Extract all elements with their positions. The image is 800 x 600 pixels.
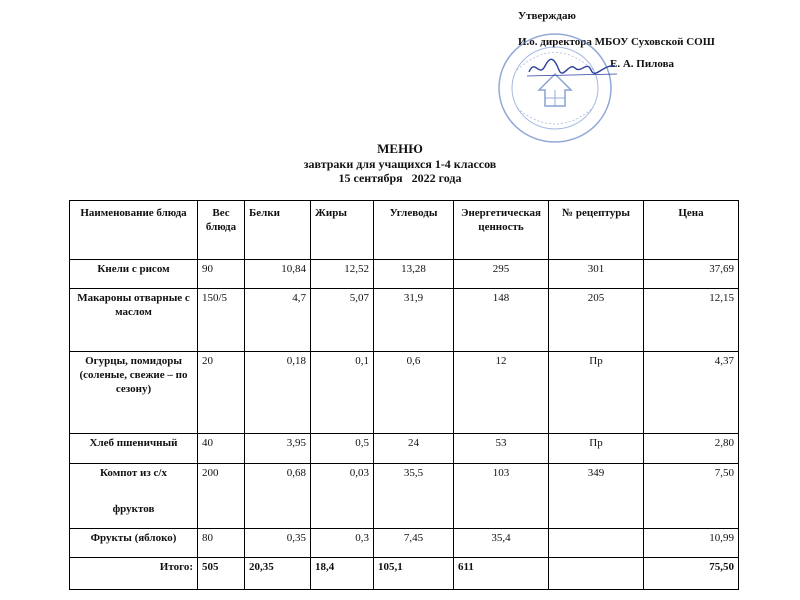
menu-subtitle: завтраки для учащихся 1-4 классов bbox=[303, 156, 497, 171]
total-row bbox=[70, 558, 739, 590]
dish-weight: 150/5 bbox=[198, 289, 245, 352]
total-label: Итого: bbox=[70, 558, 198, 590]
header-energy: Энергетическая ценность bbox=[454, 201, 549, 260]
table-header-row bbox=[70, 201, 739, 260]
dish-name: Макароны отварные с маслом bbox=[70, 289, 198, 352]
school-stamp-icon bbox=[495, 30, 615, 145]
dish-protein: 0,18 bbox=[245, 352, 311, 434]
header-fat: Жиры bbox=[311, 201, 374, 260]
dish-fat: 0,3 bbox=[311, 529, 374, 558]
dish-energy: 53 bbox=[454, 434, 549, 463]
dish-recipe: Пр bbox=[549, 352, 644, 434]
dish-name: Фрукты (яблоко) bbox=[70, 529, 198, 558]
total-fat: 18,4 bbox=[311, 558, 374, 590]
dish-price: 7,50 bbox=[644, 463, 739, 528]
dish-carbs: 31,9 bbox=[374, 289, 454, 352]
dish-price: 12,15 bbox=[644, 289, 739, 352]
dish-weight: 80 bbox=[198, 529, 245, 558]
dish-recipe bbox=[549, 529, 644, 558]
dish-fat: 0,1 bbox=[311, 352, 374, 434]
dish-weight: 20 bbox=[198, 352, 245, 434]
header-protein: Белки bbox=[245, 201, 311, 260]
dish-protein: 3,95 bbox=[245, 434, 311, 463]
dish-energy: 12 bbox=[454, 352, 549, 434]
menu-table bbox=[69, 200, 739, 590]
dish-name: Хлеб пшеничный bbox=[70, 434, 198, 463]
dish-carbs: 7,45 bbox=[374, 529, 454, 558]
header-carbs: Углеводы bbox=[374, 201, 454, 260]
total-protein: 20,35 bbox=[245, 558, 311, 590]
dish-fat: 12,52 bbox=[311, 259, 374, 288]
dish-price: 4,37 bbox=[644, 352, 739, 434]
dish-fat: 0,5 bbox=[311, 434, 374, 463]
menu-title: МЕНЮ bbox=[377, 141, 423, 156]
dish-price: 37,69 bbox=[644, 259, 739, 288]
header-name: Наименование блюда bbox=[70, 201, 198, 260]
total-energy: 611 bbox=[454, 558, 549, 590]
dish-name-continued: фруктов bbox=[112, 503, 155, 516]
approval-approve: Утверждаю bbox=[518, 10, 576, 22]
dish-recipe: 349 bbox=[549, 463, 644, 528]
total-carbs: 105,1 bbox=[374, 558, 454, 590]
table-row bbox=[70, 259, 739, 288]
dish-protein: 10,84 bbox=[245, 259, 311, 288]
dish-fat: 0,03 bbox=[311, 463, 374, 528]
dish-recipe: 205 bbox=[549, 289, 644, 352]
total-price: 75,50 bbox=[644, 558, 739, 590]
dish-carbs: 0,6 bbox=[374, 352, 454, 434]
dish-energy: 148 bbox=[454, 289, 549, 352]
dish-weight: 90 bbox=[198, 259, 245, 288]
dish-carbs: 13,28 bbox=[374, 259, 454, 288]
dish-name: Компот из с/х bbox=[99, 466, 167, 479]
dish-weight: 200 bbox=[198, 463, 245, 528]
header-weight: Вес блюда bbox=[198, 201, 245, 260]
dish-recipe: Пр bbox=[549, 434, 644, 463]
dish-carbs: 35,5 bbox=[374, 463, 454, 528]
table-row bbox=[70, 289, 739, 352]
dish-recipe: 301 bbox=[549, 259, 644, 288]
dish-fat: 5,07 bbox=[311, 289, 374, 352]
dish-protein: 0,68 bbox=[245, 463, 311, 528]
dish-energy: 295 bbox=[454, 259, 549, 288]
dish-energy: 35,4 bbox=[454, 529, 549, 558]
total-recipe bbox=[549, 558, 644, 590]
dish-weight: 40 bbox=[198, 434, 245, 463]
table-row bbox=[70, 529, 739, 558]
dish-price: 10,99 bbox=[644, 529, 739, 558]
dish-name: Огурцы, помидоры (соленые, свежие – по сезону) bbox=[70, 352, 198, 434]
total-weight: 505 bbox=[198, 558, 245, 590]
dish-name: Кнели с рисом bbox=[70, 259, 198, 288]
header-recipe: № рецептуры bbox=[549, 201, 644, 260]
header-price: Цена bbox=[644, 201, 739, 260]
dish-price: 2,80 bbox=[644, 434, 739, 463]
document-heading bbox=[0, 141, 800, 186]
dish-protein: 0,35 bbox=[245, 529, 311, 558]
dish-energy: 103 bbox=[454, 463, 549, 528]
table-row bbox=[70, 434, 739, 463]
table-row bbox=[70, 463, 739, 528]
menu-date: 15 сентября 2022 года bbox=[338, 171, 462, 186]
dish-protein: 4,7 bbox=[245, 289, 311, 352]
signature-icon bbox=[525, 52, 620, 82]
approval-name: Е. А. Пилова bbox=[610, 57, 675, 70]
approval-position: И.о. директора МБОУ Суховской СОШ bbox=[518, 35, 715, 48]
dish-carbs: 24 bbox=[374, 434, 454, 463]
table-row bbox=[70, 352, 739, 434]
dish-name-cell bbox=[70, 463, 198, 528]
